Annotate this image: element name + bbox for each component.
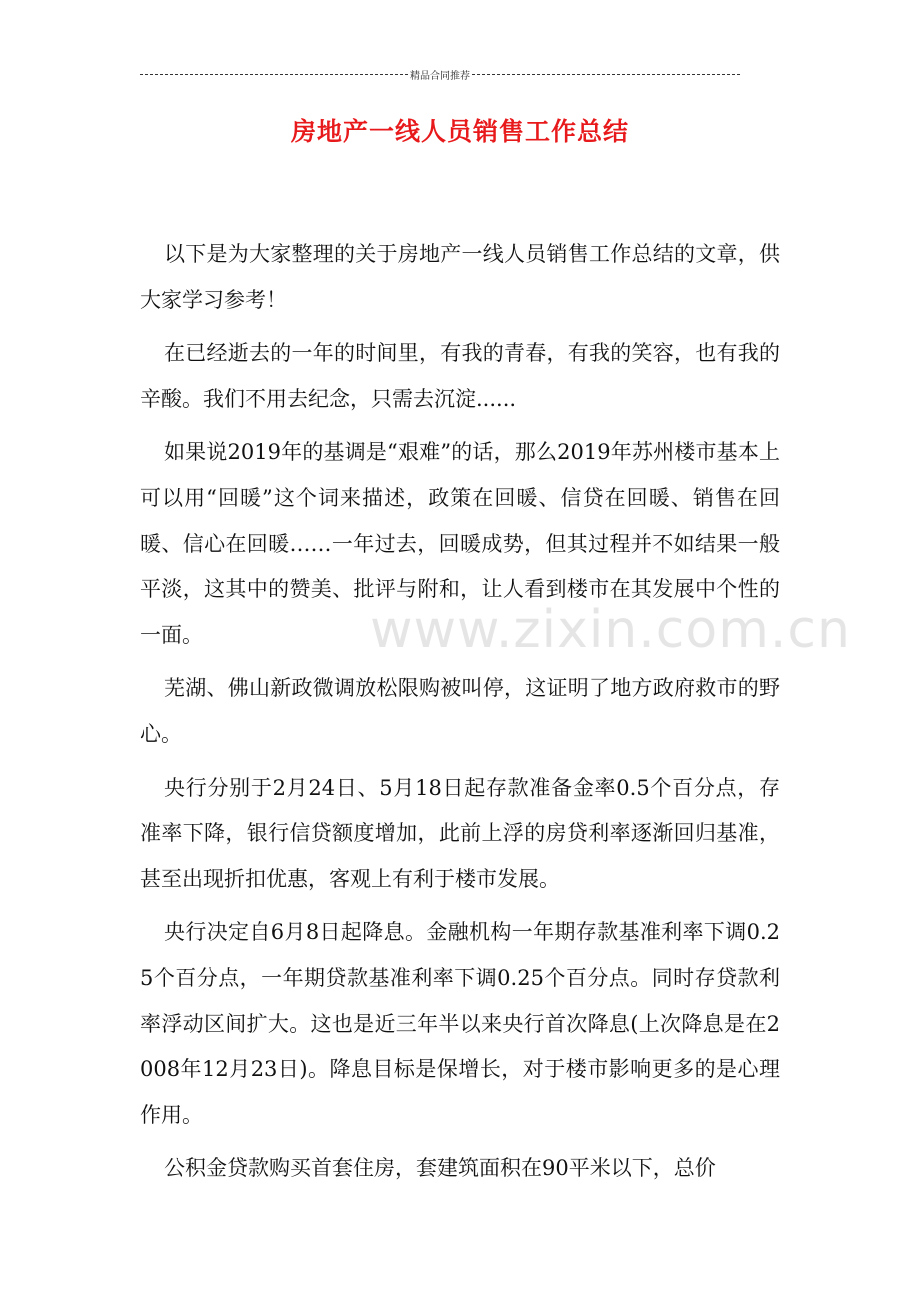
document-title: 房地产一线人员销售工作总结 [290,117,629,146]
paragraph-market-recovery: 如果说2019年的基调是“艰难”的话，那么2019年苏州楼市基本上可以用“回暖”这个词来描述，政策在回暖、信贷在回暖、销售在回暖、信心在回暖……一年过去，回暖成势，但其过程并不如结果一般平淡，这其中的赞美、批评与附和，让人看到楼市在其发展中个性的一面。 [140,440,780,647]
paragraph-rate-cut: 央行决定自6月8日起降息。金融机构一年期存款基准利率下调0.25个百分点，一年期贷款基准利率下调0.25个百分点。同时存贷款利率浮动区间扩大。这也是近三年半以来央行首次降息(上次降息是在2008年12月23日)。降息目标是保增长，对于楼市影响更多的是心理作用。 [140,920,780,1127]
header-label: 精品合同推荐 [410,70,470,82]
document-body [140,232,780,1200]
header-dash-left [140,74,408,75]
paragraph-reserve-ratio: 央行分别于2月24日、5月18日起存款准备金率0.5个百分点，存准率下降，银行信贷额度增加，此前上浮的房贷利率逐渐回归基准，甚至出现折扣优惠，客观上有利于楼市发展。 [140,775,780,891]
header-dash-right [472,74,740,75]
paragraph-policy-halt: 芜湖、佛山新政微调放松限购被叫停，这证明了地方政府救市的野心。 [140,676,780,746]
paragraph-intro: 以下是为大家整理的关于房地产一线人员销售工作总结的文章，供大家学习参考！ [140,242,780,312]
watermark: www.zixin.com.cn [370,600,851,660]
paragraph-reflection: 在已经逝去的一年的时间里，有我的青春，有我的笑容，也有我的辛酸。我们不用去纪念，只需去沉淀...... [140,341,780,411]
paragraph-provident-fund: 公积金贷款购买首套住房，套建筑面积在90平米以下，总价 [164,1156,716,1181]
page-header [140,66,740,82]
